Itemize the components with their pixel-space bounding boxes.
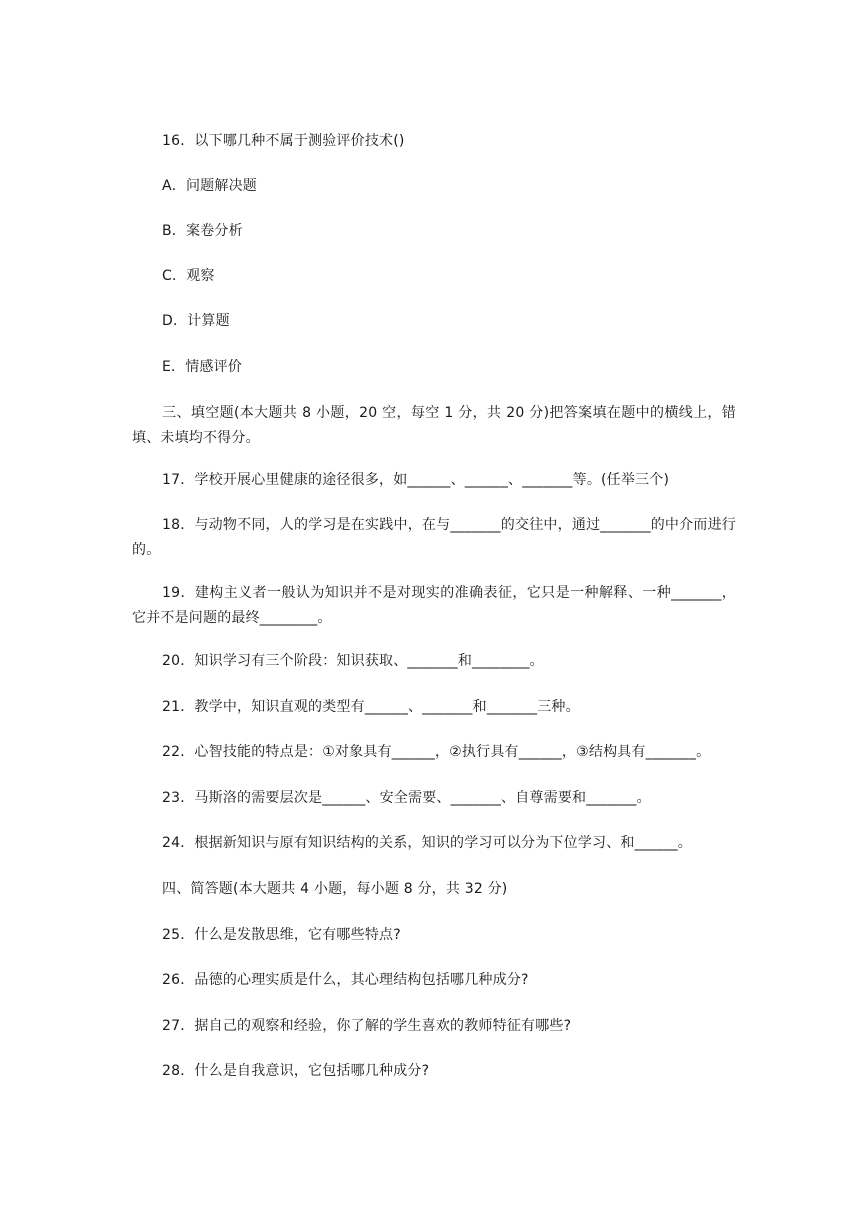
question-16-option-c: C．观察 — [162, 268, 215, 284]
question-17: 17．学校开展心里健康的途径很多，如______、______、_______等。(任举三个) — [162, 472, 670, 488]
question-22: 22．心智技能的特点是：①对象具有______，②执行具有______，③结构具有_______。 — [162, 744, 711, 760]
question-25: 25．什么是发散思维，它有哪些特点? — [162, 927, 401, 943]
question-19-text: 19．建构主义者一般认为知识并不是对现实的准确表征，它只是一种解释、一种_______，它并不是问题的最终________。 — [132, 585, 736, 626]
question-21: 21．教学中，知识直观的类型有______、_______和_______三种。 — [162, 699, 580, 715]
section-3-text: 三、填空题(本大题共 8 小题，20 空，每空 1 分，共 20 分)把答案填在题中的横线上，错填、未填均不得分。 — [132, 405, 736, 446]
question-16-option-b: B．案卷分析 — [162, 223, 243, 239]
question-28: 28．什么是自我意识，它包括哪几种成分? — [162, 1063, 430, 1079]
question-19 — [132, 581, 736, 631]
section-3-heading — [132, 401, 736, 451]
question-23: 23．马斯洛的需要层次是______、安全需要、_______、自尊需要和_______。 — [162, 790, 651, 806]
question-18 — [132, 513, 736, 563]
question-27: 27．据自己的观察和经验，你了解的学生喜欢的教师特征有哪些? — [162, 1018, 572, 1034]
question-16-option-d: D．计算题 — [162, 313, 230, 329]
question-26: 26．品德的心理实质是什么，其心理结构包括哪几种成分? — [162, 972, 529, 988]
question-16-option-a: A．问题解决题 — [162, 178, 257, 194]
section-4-heading: 四、简答题(本大题共 4 小题，每小题 8 分，共 32 分) — [162, 881, 508, 897]
question-18-text: 18．与动物不同，人的学习是在实践中，在与_______的交往中，通过_______的中介而进行的。 — [132, 517, 736, 558]
question-16-option-e: E．情感评价 — [162, 359, 243, 375]
question-16: 16．以下哪几种不属于测验评价技术() — [162, 133, 405, 149]
question-24: 24．根据新知识与原有知识结构的关系，知识的学习可以分为下位学习、和______。 — [162, 835, 693, 851]
question-20: 20．知识学习有三个阶段：知识获取、_______和________。 — [162, 653, 544, 669]
